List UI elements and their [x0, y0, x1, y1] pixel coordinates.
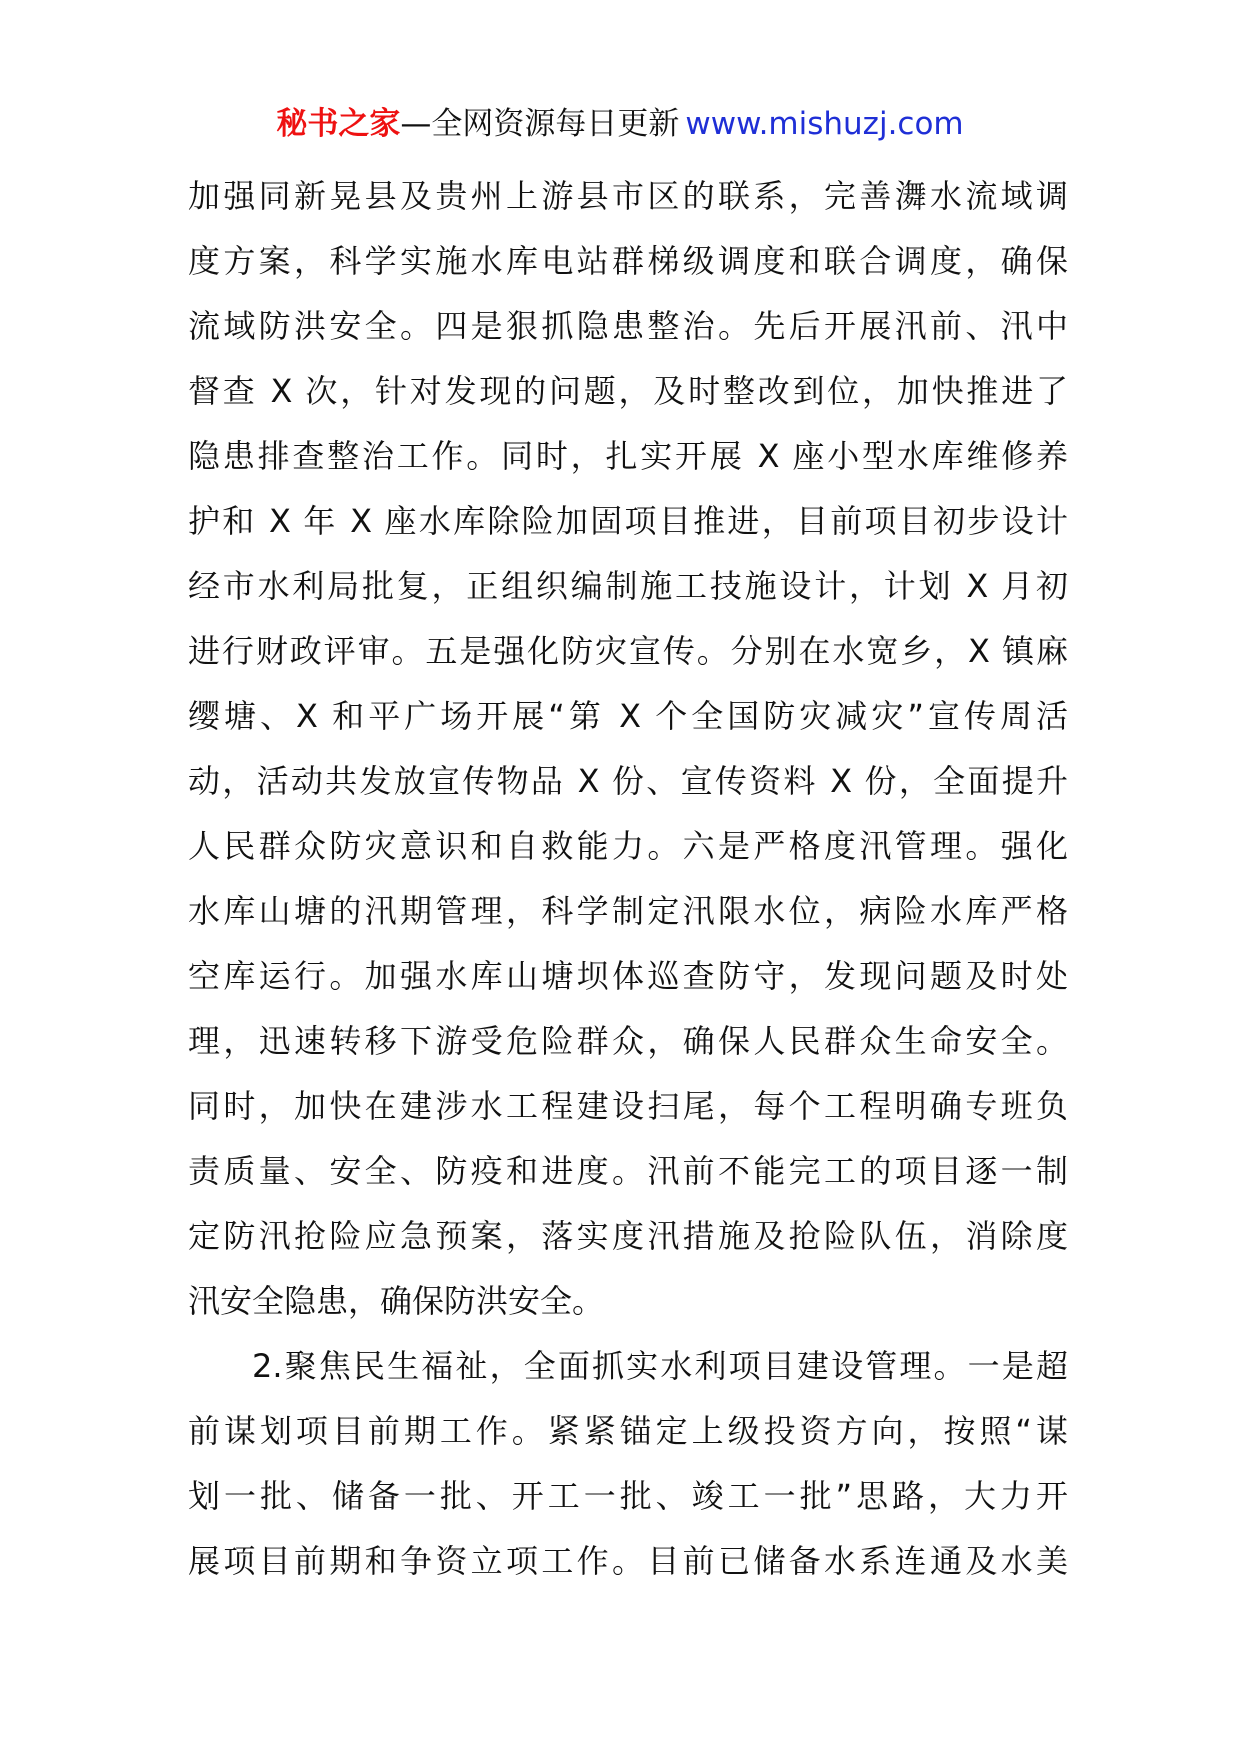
site-url-link[interactable]: www.mishuzj.com: [685, 106, 964, 142]
text-line: 隐患排查整治工作。同时，扎实开展 X 座小型水库维修养: [188, 437, 1068, 475]
text-line: 水库山塘的汛期管理，科学制定汛限水位，病险水库严格: [188, 892, 1068, 930]
text-line: 缨塘、X 和平广场开展“第 X 个全国防灾减灾”宣传周活: [188, 697, 1068, 735]
paragraph-1: [188, 164, 1068, 1334]
page-header: [0, 104, 1240, 144]
text-line: 定防汛抢险应急预案，落实度汛措施及抢险队伍，消除度: [188, 1217, 1068, 1255]
text-line: 理，迅速转移下游受危险群众，确保人民群众生命安全。: [188, 1022, 1068, 1060]
text-line: 加强同新晃县及贵州上游县市区的联系，完善㵲水流域调: [188, 177, 1068, 215]
text-line: 动，活动共发放宣传物品 X 份、宣传资料 X 份，全面提升: [188, 762, 1068, 800]
text-line: 汛安全隐患，确保防洪安全。: [188, 1282, 605, 1320]
text-line: 度方案，科学实施水库电站群梯级调度和联合调度，确保: [188, 242, 1068, 280]
text-line: 督查 X 次，针对发现的问题，及时整改到位，加快推进了: [188, 372, 1068, 410]
document-body: [188, 164, 1068, 1594]
text-line: 流域防洪安全。四是狠抓隐患整治。先后开展汛前、汛中: [188, 307, 1068, 345]
paragraph-2: [188, 1334, 1068, 1594]
text-line: 护和 X 年 X 座水库除险加固项目推进，目前项目初步设计: [188, 502, 1068, 540]
text-line: 展项目前期和争资立项工作。目前已储备水系连通及水美: [188, 1542, 1068, 1580]
text-line: 划一批、储备一批、开工一批、竣工一批”思路，大力开: [188, 1477, 1068, 1515]
text-line: 空库运行。加强水库山塘坝体巡查防守，发现问题及时处: [188, 957, 1068, 995]
text-line: 同时，加快在建涉水工程建设扫尾，每个工程明确专班负: [188, 1087, 1068, 1125]
text-line: 人民群众防灾意识和自救能力。六是严格度汛管理。强化: [188, 827, 1068, 865]
text-line: 前谋划项目前期工作。紧紧锚定上级投资方向，按照“谋: [188, 1412, 1068, 1450]
brand-name: 秘书之家: [276, 106, 401, 142]
text-line: 责质量、安全、防疫和进度。汛前不能完工的项目逐一制: [188, 1152, 1068, 1190]
text-line: 经市水利局批复，正组织编制施工技施设计，计划 X 月初: [188, 567, 1068, 605]
header-tagline: —全网资源每日更新: [400, 106, 680, 142]
text-line: 进行财政评审。五是强化防灾宣传。分别在水宽乡，X 镇麻: [188, 632, 1068, 670]
text-line: 2.聚焦民生福祉，全面抓实水利项目建设管理。一是超: [252, 1347, 1068, 1385]
